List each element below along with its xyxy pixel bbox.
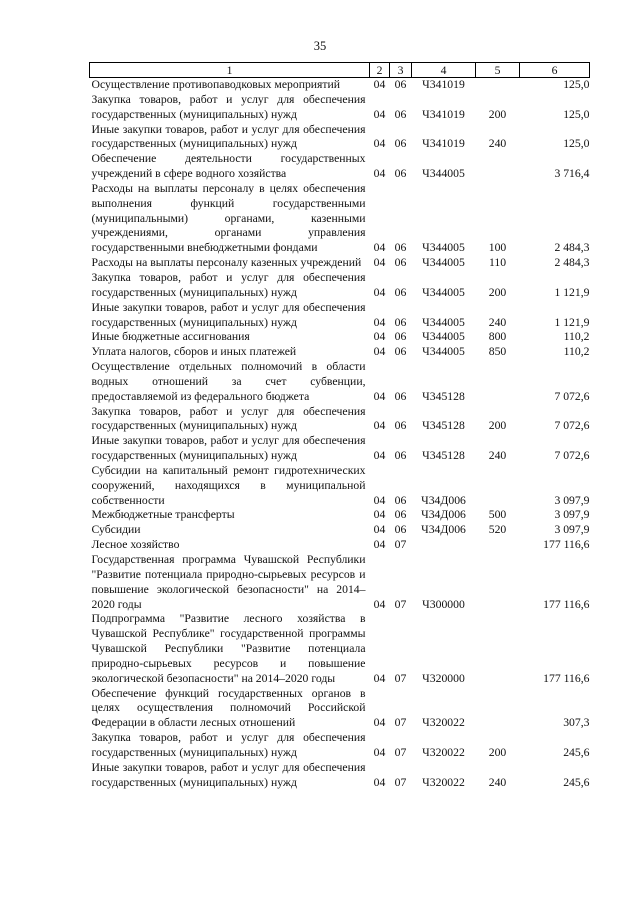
row-subsection: 06 bbox=[394, 345, 407, 359]
row-expense-type: 240 bbox=[488, 137, 507, 151]
row-section: 04 bbox=[373, 419, 386, 433]
row-name: Подпрограмма "Развитие лесного хозяйства в Чувашской Республике" государственной программы Чувашской Республики "Развитие потенциала природно-сырьевых ресурсов и повышение экологической безопасности" на 2014–2020 годы bbox=[91, 612, 366, 685]
table-header bbox=[90, 63, 590, 78]
row-expense-type bbox=[476, 553, 520, 612]
row-expense-type: 200 bbox=[488, 107, 507, 121]
row-target-article: Ч320022 bbox=[422, 775, 465, 789]
row-section: 04 bbox=[373, 315, 386, 329]
row-section: 04 bbox=[373, 538, 386, 552]
row-amount: 3 097,9 bbox=[554, 523, 590, 537]
row-expense-type: 240 bbox=[488, 449, 507, 463]
row-name: Субсидии на капитальный ремонт гидротехнических сооружений, находящихся в муниципальной собственности bbox=[91, 463, 366, 507]
row-section: 04 bbox=[373, 78, 386, 91]
row-target-article: Ч344005 bbox=[422, 330, 465, 344]
row-name: Закупка товаров, работ и услуг для обеспечения государственных (муниципальных) нужд bbox=[91, 270, 366, 299]
row-target-article: Ч344005 bbox=[422, 315, 465, 329]
table-row bbox=[90, 538, 590, 553]
header-cell-5: 5 bbox=[476, 63, 520, 78]
table-body bbox=[90, 78, 590, 791]
row-amount: 7 072,6 bbox=[554, 389, 590, 403]
row-amount: 2 484,3 bbox=[554, 241, 590, 255]
row-target-article: Ч341019 bbox=[422, 78, 465, 91]
row-expense-type: 800 bbox=[488, 330, 507, 344]
row-expense-type bbox=[476, 360, 520, 405]
row-expense-type: 500 bbox=[488, 508, 507, 522]
table-row bbox=[90, 687, 590, 732]
row-name: Уплата налогов, сборов и иных платежей bbox=[91, 345, 297, 359]
row-name: Иные закупки товаров, работ и услуг для обеспечения государственных (муниципальных) нужд bbox=[91, 300, 366, 329]
row-subsection: 06 bbox=[394, 241, 407, 255]
row-section: 04 bbox=[373, 389, 386, 403]
table-row bbox=[90, 405, 590, 435]
row-subsection: 07 bbox=[394, 745, 407, 759]
row-amount: 125,0 bbox=[563, 78, 590, 91]
table-row bbox=[90, 464, 590, 509]
row-subsection: 06 bbox=[394, 389, 407, 403]
row-subsection: 06 bbox=[394, 256, 407, 270]
row-name: Иные бюджетные ассигнования bbox=[91, 330, 250, 344]
row-subsection: 06 bbox=[394, 315, 407, 329]
row-section: 04 bbox=[373, 345, 386, 359]
table-row bbox=[90, 182, 590, 256]
table-row bbox=[90, 508, 590, 523]
row-target-article: Ч341019 bbox=[422, 107, 465, 121]
row-subsection: 06 bbox=[394, 330, 407, 344]
row-section: 04 bbox=[373, 671, 386, 685]
row-name: Осуществление отдельных полномочий в области водных отношений за счет субвенции, предоставляемой из федерального бюджета bbox=[91, 360, 366, 403]
row-amount: 7 072,6 bbox=[554, 419, 590, 433]
row-name: Расходы на выплаты персоналу в целях обеспечения выполнения функций государственными (муниципальными) органами, казенными учреждениями, органами управления государственными внебюджетными фондами bbox=[91, 181, 366, 255]
row-name: Осуществление противопаводковых мероприятий bbox=[91, 78, 341, 91]
row-target-article: Ч344005 bbox=[422, 285, 465, 299]
row-subsection: 06 bbox=[394, 137, 407, 151]
table-row bbox=[90, 330, 590, 345]
row-amount: 1 121,9 bbox=[554, 285, 590, 299]
row-amount: 177 116,6 bbox=[543, 671, 590, 685]
row-section: 04 bbox=[373, 167, 386, 181]
row-amount: 7 072,6 bbox=[554, 449, 590, 463]
row-amount: 110,2 bbox=[563, 330, 590, 344]
table-row bbox=[90, 523, 590, 538]
row-section: 04 bbox=[373, 745, 386, 759]
row-section: 04 bbox=[373, 493, 386, 507]
row-target-article: Ч345128 bbox=[422, 389, 465, 403]
table-row bbox=[90, 256, 590, 271]
row-amount: 3 097,9 bbox=[554, 493, 590, 507]
row-amount: 245,6 bbox=[563, 745, 590, 759]
row-subsection: 07 bbox=[394, 671, 407, 685]
row-amount: 307,3 bbox=[563, 716, 590, 730]
row-target-article: Ч344005 bbox=[422, 256, 465, 270]
row-target-article: Ч300000 bbox=[422, 597, 465, 611]
table-row bbox=[90, 553, 590, 612]
row-name: Лесное хозяйство bbox=[91, 538, 180, 552]
row-subsection: 06 bbox=[394, 285, 407, 299]
budget-table bbox=[89, 62, 590, 791]
row-subsection: 06 bbox=[394, 493, 407, 507]
row-name: Закупка товаров, работ и услуг для обеспечения государственных (муниципальных) нужд bbox=[91, 404, 366, 433]
row-expense-type: 240 bbox=[488, 315, 507, 329]
table-row bbox=[90, 271, 590, 301]
table-row bbox=[90, 761, 590, 791]
row-section: 04 bbox=[373, 523, 386, 537]
header-row bbox=[90, 63, 590, 78]
table-row bbox=[90, 360, 590, 405]
row-name: Обеспечение деятельности государственных учреждений в сфере водного хозяйства bbox=[91, 152, 366, 181]
row-amount: 1 121,9 bbox=[554, 315, 590, 329]
row-target-article: Ч34Д006 bbox=[421, 523, 466, 537]
row-expense-type: 850 bbox=[488, 345, 507, 359]
row-subsection: 06 bbox=[394, 449, 407, 463]
row-expense-type: 520 bbox=[488, 523, 507, 537]
table-row bbox=[90, 612, 590, 686]
row-target-article: Ч34Д006 bbox=[421, 493, 466, 507]
row-target-article: Ч344005 bbox=[422, 345, 465, 359]
row-section: 04 bbox=[373, 508, 386, 522]
row-target-article: Ч345128 bbox=[422, 449, 465, 463]
row-name: Межбюджетные трансферты bbox=[91, 508, 235, 522]
header-cell-4: 4 bbox=[412, 63, 476, 78]
row-expense-type bbox=[476, 538, 520, 553]
table-row bbox=[90, 152, 590, 182]
row-section: 04 bbox=[373, 775, 386, 789]
row-target-article: Ч345128 bbox=[422, 419, 465, 433]
row-expense-type: 240 bbox=[488, 775, 507, 789]
row-subsection: 06 bbox=[394, 107, 407, 121]
row-amount: 177 116,6 bbox=[543, 538, 590, 552]
row-section: 04 bbox=[373, 285, 386, 299]
row-amount: 245,6 bbox=[563, 775, 590, 789]
row-amount: 110,2 bbox=[563, 345, 590, 359]
row-expense-type: 200 bbox=[488, 745, 507, 759]
row-section: 04 bbox=[373, 107, 386, 121]
row-name: Закупка товаров, работ и услуг для обеспечения государственных (муниципальных) нужд bbox=[91, 92, 366, 121]
row-target-article: Ч344005 bbox=[422, 241, 465, 255]
row-expense-type bbox=[476, 464, 520, 509]
row-expense-type bbox=[476, 687, 520, 732]
row-subsection: 06 bbox=[394, 523, 407, 537]
row-amount: 3 716,4 bbox=[554, 167, 590, 181]
row-amount: 3 097,9 bbox=[554, 508, 590, 522]
row-expense-type: 100 bbox=[488, 241, 507, 255]
table-row bbox=[90, 345, 590, 360]
row-name: Государственная программа Чувашской Республики "Развитие потенциала природно-сырьевых ресурсов и повышение экологической безопасности" на 2014–2020 годы bbox=[91, 553, 366, 611]
row-expense-type bbox=[476, 612, 520, 686]
table-row bbox=[90, 78, 590, 93]
row-name: Иные закупки товаров, работ и услуг для обеспечения государственных (муниципальных) нужд bbox=[91, 760, 366, 789]
page-number: 35 bbox=[313, 39, 327, 53]
row-name: Обеспечение функций государственных органов в целях осуществления полномочий Российской Федерации в области лесных отношений bbox=[91, 686, 366, 730]
row-expense-type: 200 bbox=[488, 285, 507, 299]
row-subsection: 07 bbox=[394, 538, 407, 552]
row-target-article: Ч320022 bbox=[422, 716, 465, 730]
table-row bbox=[90, 301, 590, 331]
row-subsection: 06 bbox=[394, 167, 407, 181]
row-expense-type bbox=[476, 78, 520, 93]
row-subsection: 07 bbox=[394, 775, 407, 789]
row-section: 04 bbox=[373, 137, 386, 151]
row-target-article: Ч341019 bbox=[422, 137, 465, 151]
table-row bbox=[90, 123, 590, 153]
header-cell-2: 2 bbox=[370, 63, 390, 78]
row-section: 04 bbox=[373, 449, 386, 463]
row-expense-type: 110 bbox=[488, 256, 507, 270]
header-cell-1: 1 bbox=[90, 63, 370, 78]
row-section: 04 bbox=[373, 241, 386, 255]
header-cell-6: 6 bbox=[520, 63, 590, 78]
table-row bbox=[90, 731, 590, 761]
row-section: 04 bbox=[373, 256, 386, 270]
table-row bbox=[90, 93, 590, 123]
row-amount: 125,0 bbox=[563, 107, 590, 121]
row-subsection: 07 bbox=[394, 716, 407, 730]
row-name: Иные закупки товаров, работ и услуг для обеспечения государственных (муниципальных) нужд bbox=[91, 122, 366, 151]
row-section: 04 bbox=[373, 716, 386, 730]
row-amount: 177 116,6 bbox=[543, 597, 590, 611]
row-amount: 125,0 bbox=[563, 137, 590, 151]
row-expense-type: 200 bbox=[488, 419, 507, 433]
row-subsection: 06 bbox=[394, 508, 407, 522]
row-section: 04 bbox=[373, 597, 386, 611]
row-name: Иные закупки товаров, работ и услуг для обеспечения государственных (муниципальных) нужд bbox=[91, 434, 366, 463]
row-name: Закупка товаров, работ и услуг для обеспечения государственных (муниципальных) нужд bbox=[91, 731, 366, 759]
row-target-article: Ч320022 bbox=[422, 745, 465, 759]
row-subsection: 07 bbox=[394, 597, 407, 611]
row-subsection: 06 bbox=[394, 78, 407, 91]
row-amount: 2 484,3 bbox=[554, 256, 590, 270]
row-expense-type bbox=[476, 152, 520, 182]
row-name: Расходы на выплаты персоналу казенных учреждений bbox=[91, 256, 362, 270]
row-target-article: Ч344005 bbox=[422, 167, 465, 181]
row-target-article: Ч34Д006 bbox=[421, 508, 466, 522]
table-row bbox=[90, 434, 590, 464]
header-cell-3: 3 bbox=[390, 63, 412, 78]
row-section: 04 bbox=[373, 330, 386, 344]
row-target-article: Ч320000 bbox=[422, 671, 465, 685]
row-subsection: 06 bbox=[394, 419, 407, 433]
row-target-article bbox=[412, 538, 476, 553]
row-name: Субсидии bbox=[91, 523, 141, 537]
